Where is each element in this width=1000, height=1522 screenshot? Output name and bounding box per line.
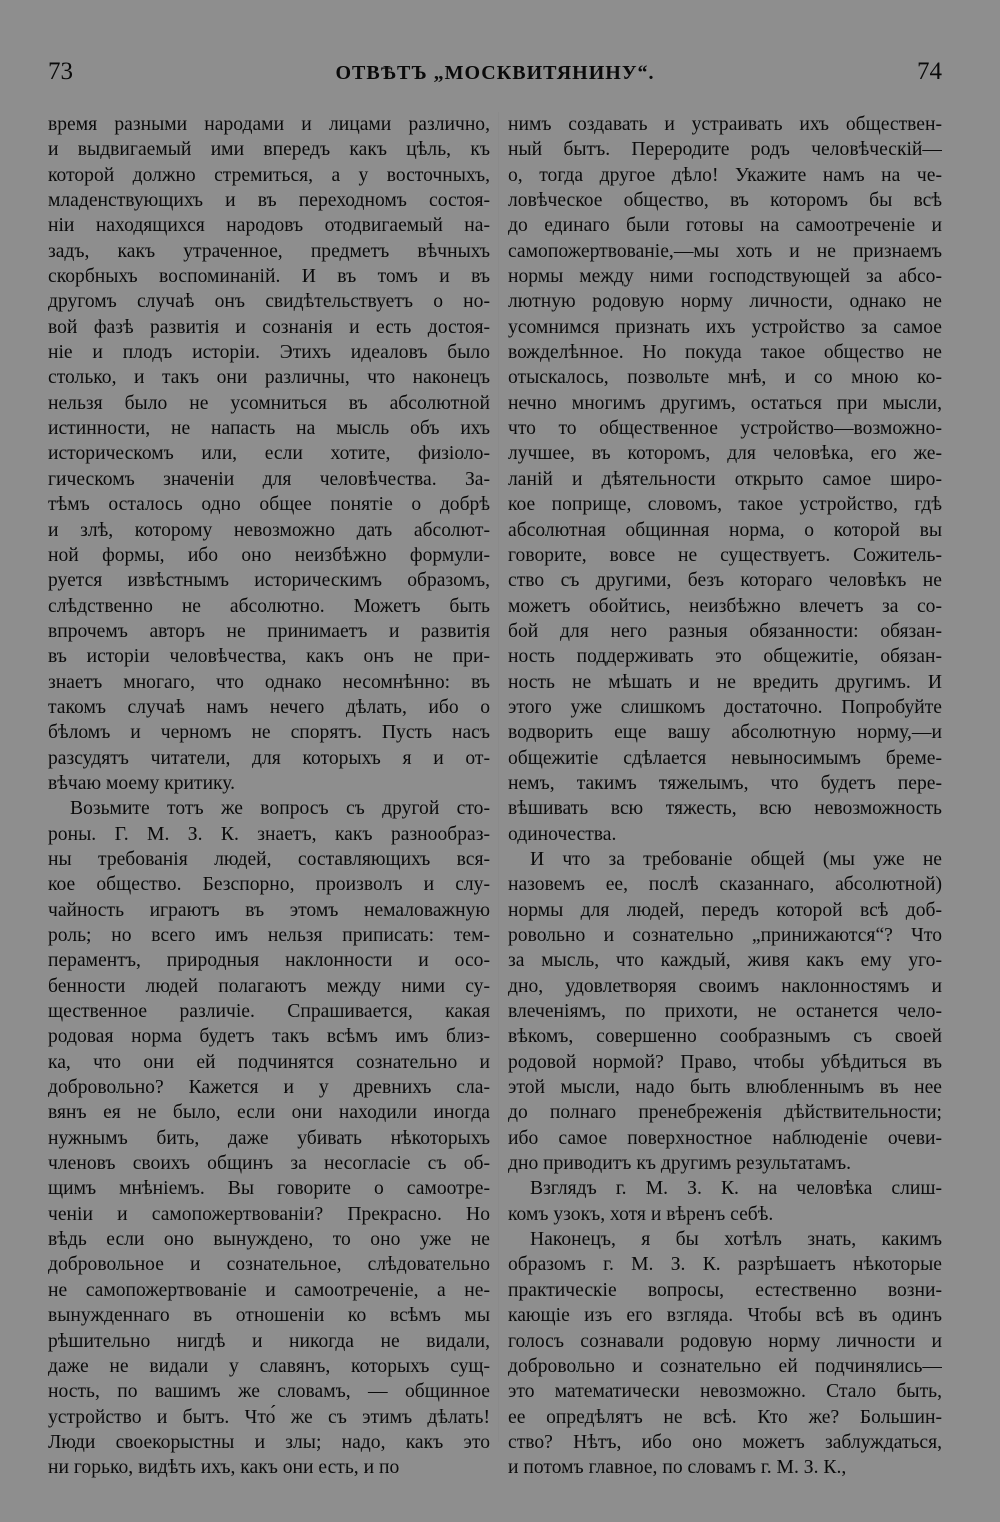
text-line: дно приводитъ къ другимъ результатамъ. (508, 1153, 852, 1175)
text-line: влеченіямъ, по прихоти, не останется чело- (508, 1001, 942, 1023)
text-line: это математически невозможно. Стало быть, (508, 1381, 942, 1403)
text-line: гическомъ значеніи для человѣчества. За- (48, 468, 490, 490)
text-line: и выдвигаемый ими впередъ какъ цѣль, къ (48, 139, 490, 161)
text-line: ловѣческое общество, въ которомъ бы всѣ (508, 190, 942, 212)
text-line: нормы для людей, передъ которой всѣ доб- (508, 899, 942, 921)
text-line: вынужденнаго въ отношеніи ко всѣмъ мы (48, 1305, 490, 1327)
text-line: не самопожертвованіе и самоотреченіе, а не- (48, 1279, 490, 1301)
text-line: комъ узокъ, хотя и вѣренъ себѣ. (508, 1203, 774, 1225)
text-line: добровольное и сознательное, слѣдовательно (48, 1254, 490, 1276)
text-line: Наконецъ, я бы хотѣлъ знать, какимъ (530, 1229, 942, 1251)
text-line: вянъ ея не было, если они находили иногда (48, 1102, 490, 1124)
text-line: вожделѣнное. Но покуда такое общество не (508, 342, 942, 364)
page-number-left: 73 (48, 58, 73, 85)
text-line: ни горько, видѣть ихъ, какъ они есть, и по (48, 1457, 400, 1479)
text-line: знаетъ многаго, что однако несомнѣнно: въ (48, 671, 490, 693)
text-line: ка, что они ей подчинятся сознательно и (48, 1051, 490, 1073)
text-line: такомъ случаѣ намъ нечего дѣлать, ибо о (48, 696, 490, 718)
text-line: бѣломъ и черномъ не спорятъ. Пусть насъ (48, 722, 490, 744)
page-header (48, 58, 942, 88)
text-line: ибо самое поверхностное наблюденіе очеви- (508, 1127, 942, 1149)
text-line: ченіи и самопожертвованіи? Прекрасно. Но (48, 1203, 490, 1225)
left-column (48, 112, 490, 1481)
text-line: ны требованія людей, составляющихъ вся- (48, 848, 490, 870)
text-line: вѣкомъ, совершенно сообразнымъ съ своей (508, 1026, 942, 1048)
text-line: кое поприще, словомъ, такое устройство, гдѣ (508, 494, 942, 516)
text-line: лучшее, въ которомъ, для человѣка, его же- (508, 443, 942, 465)
text-line: разсудятъ читатели, для которыхъ я и от- (48, 747, 490, 769)
text-line: вѣшивать всю тяжесть, всю невозможность (508, 798, 942, 820)
text-line: до полнаго пренебреженія дѣйствительности; (508, 1102, 942, 1124)
text-line: которой должно стремиться, а у восточныхъ, (48, 164, 490, 186)
text-line: ной формы, ибо оно неизбѣжно формули- (48, 544, 490, 566)
text-line: немъ, такимъ тяжелымъ, что будетъ пере- (508, 772, 942, 794)
text-line: ство съ другими, безъ котораго человѣкъ не (508, 570, 942, 592)
text-line: усомнимся признать ихъ устройство за самое (508, 316, 942, 338)
text-line: руется извѣстнымъ историческимъ образомъ, (48, 570, 490, 592)
text-line: что то общественное устройство—возможно- (508, 418, 942, 440)
column-divider (498, 112, 499, 1442)
text-line: пераментъ, природныя наклонности и осо- (48, 950, 490, 972)
text-line: этой мысли, надо быть влюбленнымъ въ нее (508, 1077, 942, 1099)
text-line: родовая норма будетъ такъ всѣмъ имъ близ- (48, 1026, 490, 1048)
text-line: тѣмъ осталось одно общее понятіе о добрѣ (48, 494, 490, 516)
text-line: лютную родовую норму личности, однако не (508, 291, 942, 313)
text-line: щественное различіе. Спрашивается, какая (48, 1001, 490, 1023)
text-line: нимъ создавать и устраивать ихъ обществен- (508, 114, 942, 135)
right-column (508, 112, 942, 1481)
text-line: добровольно и сознательно ей подчинялись— (508, 1355, 942, 1377)
text-line: нужнымъ бить, даже убивать нѣкоторыхъ (48, 1127, 490, 1149)
text-line: ство? Нѣтъ, ибо оно можетъ заблуждаться, (508, 1431, 942, 1453)
text-line: младенствующихъ и въ переходномъ состоя- (48, 190, 490, 212)
text-line: самопожертвованіе,—мы хоть и не признаемъ (508, 240, 942, 262)
text-line: столько, и такъ они различны, что наконецъ (48, 367, 490, 389)
text-line: говорите, вовсе не существуетъ. Сожитель- (508, 544, 942, 566)
text-line: время разными народами и лицами различно, (48, 114, 490, 135)
text-line: этого уже слишкомъ достаточно. Попробуйте (508, 696, 942, 718)
text-line: роны. Г. М. З. К. знаетъ, какъ разнообраз- (48, 823, 490, 845)
text-line: и злѣ, которому невозможно дать абсолют- (48, 519, 490, 541)
text-line: вѣдь если оно вынуждено, то оно уже не (48, 1229, 490, 1251)
text-line: ніи находящихся народовъ отодвигаемый на- (48, 215, 490, 237)
text-line: ный бытъ. Переродите родъ человѣческій— (508, 139, 942, 161)
text-line: вой фазѣ развитія и сознанія и есть достоя- (48, 316, 490, 338)
text-line: до единаго были готовы на самоотреченіе и (508, 215, 942, 237)
text-line: истинности, не напасть на мысль объ ихъ (48, 418, 490, 440)
text-line: ровольно и сознательно „принижаются“? Что (508, 925, 942, 946)
text-line: въ исторіи человѣчества, какъ онъ не при- (48, 646, 490, 668)
text-line: и потомъ главное, по словамъ г. М. З. К., (508, 1457, 847, 1479)
text-line: нормы между ними господствующей за абсо- (508, 266, 942, 288)
text-line: задъ, какъ утраченное, предметъ вѣчныхъ (48, 240, 490, 262)
text-line: отыскалось, позвольте мнѣ, и со мною ко- (508, 367, 942, 389)
text-line: слѣдственно не абсолютно. Можетъ быть (48, 595, 490, 617)
text-line: другомъ случаѣ онъ свидѣтельствуетъ о но- (48, 291, 490, 313)
text-line: кающіе изъ его взгляда. Чтобы всѣ въ одинъ (508, 1305, 942, 1327)
text-line: ность поддерживать это общежитіе, обязан- (508, 646, 942, 668)
text-line: за мысль, что каждый, живя какъ ему уго- (508, 950, 942, 972)
text-line: вѣчаю моему критику. (48, 772, 236, 794)
text-line: ее опредѣлятъ не всѣ. Кто же? Большин- (508, 1406, 942, 1428)
text-line: устройство и бытъ. Что́ же съ этимъ дѣлать! (48, 1406, 490, 1428)
text-line: бенности людей полагаютъ между ними су- (48, 975, 490, 997)
text-line: Люди своекорыстны и злы; надо, какъ это (48, 1431, 490, 1453)
text-line: даже не видали у славянъ, которыхъ сущ- (48, 1355, 490, 1377)
text-line: И что за требованіе общей (мы уже не (530, 848, 942, 870)
text-line: историческомъ или, если хотите, физіоло- (48, 443, 490, 465)
text-line: можетъ обойтись, неизбѣжно влечетъ за со- (508, 595, 942, 617)
text-line: кое общество. Безспорно, произволъ и слу- (48, 874, 490, 896)
text-line: абсолютная общинная норма, о которой вы (508, 519, 942, 541)
page-number-right: 74 (917, 58, 942, 85)
text-line: рѣшительно нигдѣ и никогда не видали, (48, 1330, 490, 1352)
text-line: Взглядъ г. М. З. К. на человѣка слиш- (530, 1178, 942, 1200)
text-line: назовемъ ее, послѣ сказаннаго, абсолютной) (508, 874, 942, 896)
text-line: чайность играютъ въ этомъ немаловажную (48, 899, 490, 921)
text-line: практическіе вопросы, естественно возни- (508, 1279, 942, 1301)
text-line: впрочемъ авторъ не принимаетъ и развитія (48, 620, 490, 642)
text-line: ланій и дѣятельности открыто самое широ- (508, 468, 942, 490)
text-line: ность не мѣшать и не вредить другимъ. И (508, 671, 942, 693)
text-line: нечно многимъ другимъ, остаться при мысли, (508, 392, 942, 414)
text-line: дно, удовлетворяя своимъ наклонностямъ и (508, 975, 942, 997)
text-line: о, тогда другое дѣло! Укажите намъ на че- (508, 164, 942, 186)
text-line: бой для него разныя обязанности: обязан- (508, 620, 942, 642)
text-line: щимъ мнѣніемъ. Вы говорите о самоотре- (48, 1178, 490, 1200)
text-line: голосъ сознавали родовую норму личности и (508, 1330, 942, 1352)
running-title: ОТВѢТЪ „МОСКВИТЯНИНУ“. (335, 62, 655, 84)
text-line: добровольно? Кажется и у древнихъ сла- (48, 1077, 490, 1099)
text-line: нельзя было не усомниться въ абсолютной (48, 392, 490, 414)
text-line: образомъ г. М. З. К. разрѣшаетъ нѣкоторые (508, 1254, 942, 1276)
text-line: одиночества. (508, 823, 617, 845)
text-line: скорбныхъ воспоминаній. И въ томъ и въ (48, 266, 490, 288)
text-line: Возьмите тотъ же вопросъ съ другой сто- (70, 798, 490, 820)
text-line: общежитіе сдѣлается невыносимымъ бреме- (508, 747, 942, 769)
text-line: водворить еще вашу абсолютную норму,—и (508, 722, 942, 744)
text-line: ность, по вашимъ же словамъ, — общинное (48, 1381, 490, 1403)
text-line: родовой нормой? Право, чтобы убѣдиться въ (508, 1051, 942, 1073)
text-line: ніе и плодъ исторіи. Этихъ идеаловъ было (48, 342, 490, 364)
text-line: роль; но всего имъ нельзя приписать: тем- (48, 925, 490, 946)
text-line: членовъ своихъ общинъ за несогласіе съ об- (48, 1153, 490, 1175)
